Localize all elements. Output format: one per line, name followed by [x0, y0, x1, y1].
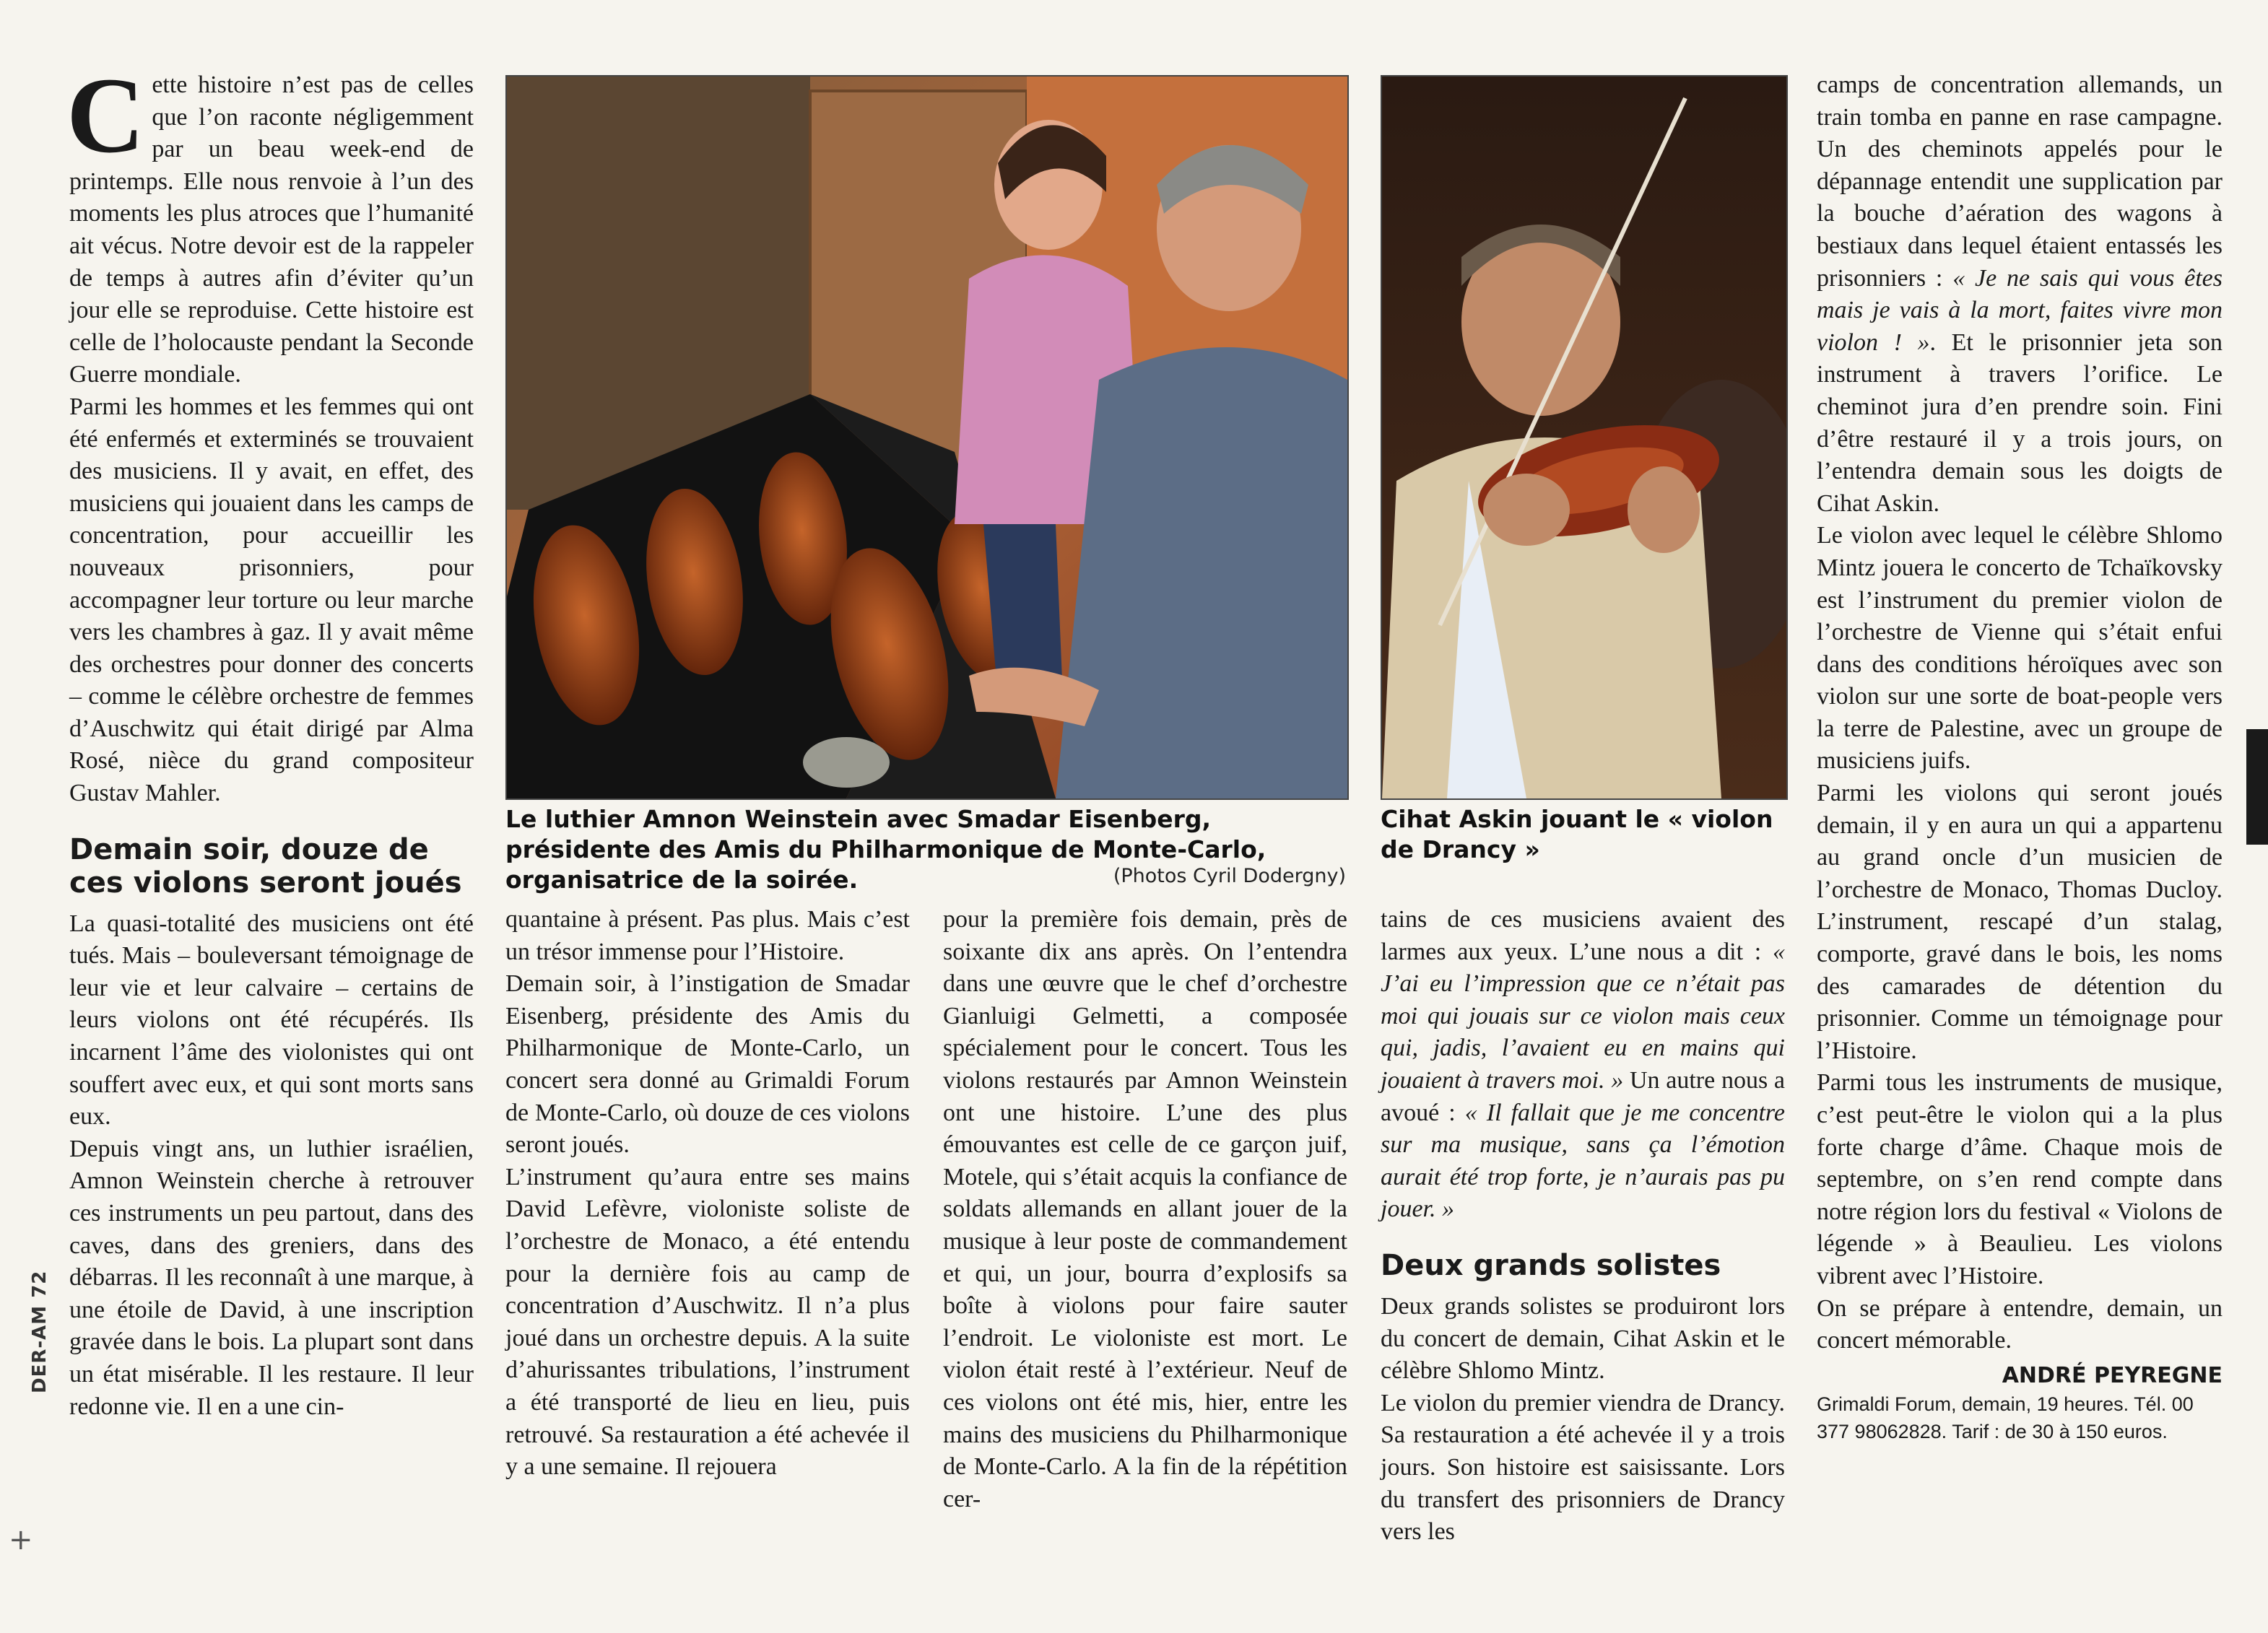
- photo-credit: (Photos Cyril Dodergny): [1113, 865, 1346, 887]
- page-folio: DER-AM 72: [29, 1270, 51, 1393]
- paragraph: Demain soir, à l’instigation de Smadar Eisenberg, présidente des Amis du Philharmonique de Monte-Carlo, un concert sera donné au Grimaldi Forum de Monte-Carlo, où douze de ces violons seront joués.: [505, 970, 910, 1159]
- paragraph: Le violon avec lequel le célèbre Shlomo Mintz jouera le concerto de Tchaïkovsky est l’instrument du premier violon de l’orchestre de Vienne qui s’était enfui dans des conditions héroïques avec son violon sur une sorte de boat-people vers la terre de Palestine, avec un groupe de musiciens juifs.: [1817, 522, 2223, 775]
- text-run: Un autre nous a avoué :: [1381, 1066, 1785, 1126]
- subheading: Demain soir, douze de ces violons seront joués: [69, 832, 462, 900]
- column-3: [943, 904, 1347, 1515]
- quote: « J’ai eu l’impression que ce n’était pas moi qui jouais sur ce violon mais ceux qui, jadis, l’avaient eu en mains qui jouaient à travers moi. »: [1381, 938, 1785, 1094]
- photo-caption-luthier: Le luthier Amnon Weinstein avec Smadar Eisenberg, présidente des Amis du Philharmonique de Monte-Carlo, organisatrice de la soirée.: [505, 805, 1266, 894]
- text-run: camps de concentration allemands, un train tomba en panne en rase campagne. Un des cheminots appelés pour le dépannage entendit une supplication par la bouche d’aération des wagons à bestiaux dans lequel étaient entassés les prisonniers :: [1817, 71, 2223, 292]
- section-tab-mark: [2246, 729, 2268, 845]
- photo-luthier-illustration: [507, 77, 1347, 798]
- paragraph: L’instrument qu’aura entre ses mains David Lefèvre, violoniste soliste de l’orchestre de Monaco, a été entendu pour la dernière fois au camp de concentration d’Auschwitz. Il n’a plus joué dans un orchestre depuis. A la suite d’ahurissantes tribulations, l’instrument a été transporté de lieu en lieu, puis retrouvé. Sa restauration a été achevée il y a une semaine. Il rejouera: [505, 1163, 910, 1481]
- paragraph: [1817, 69, 2223, 520]
- text-run: . Et le prisonnier jeta son instrument à travers l’orifice. Le cheminot jura d’en prendre soin. Fini d’être restauré il y a trois jours, on l’entendra demain sous les doigts de Cihat Askin.: [1817, 328, 2223, 517]
- paragraph: quantaine à présent. Pas plus. Mais c’est un trésor immense pour l’Histoire.: [505, 906, 910, 965]
- event-info: Grimaldi Forum, demain, 19 heures. Tél. 00 377 98062828. Tarif : de 30 à 150 euros.: [1817, 1393, 2194, 1442]
- column-2: [505, 904, 910, 1484]
- paragraph: Depuis vingt ans, un luthier israélien, Amnon Weinstein cherche à retrouver ces instruments un peu partout, dans des caves, dans des greniers, dans des débarras. Il les reconnaît à une marque, à une étoile de David, à une inscription gravée dans le bois. La plupart sont dans un état misérable. Il les restaure. Il leur redonne vie. Il en a une cin-: [69, 1135, 474, 1420]
- photo-luthier-violins: [505, 75, 1349, 800]
- quote: « Il fallait que je me concentre sur ma musique, sans ça l’émotion aurait été trop forte, je n’aurais pas pu jouer. »: [1381, 1099, 1785, 1223]
- paragraph: [1381, 904, 1785, 1226]
- paragraph: Le violon du premier viendra de Drancy. Sa restauration a été achevée il y a trois jours. Son histoire est saisissante. Lors du transfert des prisonniers de Drancy vers les: [1381, 1389, 1785, 1546]
- paragraph: La quasi-totalité des musiciens ont été tués. Mais – bouleversant témoignage de leur vie et leur calvaire – certains de leurs violons ont été récupérés. Ils incarnent l’âme des violonistes qui ont souffert avec eux, et qui sont morts sans eux.: [69, 910, 474, 1131]
- photo-caption-askin: Cihat Askin jouant le « violon de Drancy »: [1381, 805, 1773, 863]
- paragraph: On se prépare à entendre, demain, un concert mémorable.: [1817, 1294, 2223, 1354]
- column-4: [1381, 904, 1785, 1549]
- drop-cap: C: [66, 56, 145, 175]
- column-5: [1817, 69, 2223, 1445]
- author-signature: ANDRÉ PEYREGNE: [2002, 1362, 2223, 1388]
- paragraph: Parmi les hommes et les femmes qui ont été enfermés et exterminés se trouvaient des musiciens. Il y avait, en effet, des musiciens qui jouaient dans les camps de concentration, pour accueillir les nouveaux prisonniers, pour accompagner leur torture ou leur marche vers les chambres à gaz. Il y avait même des orchestres pour donner des concerts – comme le célèbre orchestre de femmes d’Auschwitz qui était dirigé par Alma Rosé, nièce du grand compositeur Gustav Mahler.: [69, 393, 474, 807]
- intro-text: ette histoire n’est pas de celles que l’on raconte négligemment par un beau week-end de printemps. Elle nous renvoie à l’un des moments les plus atroces que l’humanité ait vécus. Notre devoir est de la rappeler de temps à autres afin d’éviter qu’un jour elle se reproduise. Cette histoire est celle de l’holocauste pendant la Seconde Guerre mondiale.: [69, 71, 474, 388]
- paragraph: Parmi tous les instruments de musique, c’est peut-être le violon qui a la plus forte charge d’âme. Chaque mois de septembre, on s’en rend compte dans notre région lors du festival « Violons de légende » à Beaulieu. Les violons vibrent avec l’Histoire.: [1817, 1069, 2223, 1289]
- quote: « Je ne sais qui vous êtes mais je vais à la mort, faites vivre mon violon ! »: [1817, 264, 2223, 356]
- paragraph: Parmi les violons qui seront joués demain, il y en aura un qui a appartenu au grand oncle d’un musicien de l’orchestre de Monaco, Thomas Ducloy. L’instrument, rescapé d’un stalag, comporte, gravé dans le bois, les noms des camarades de détention du prisonnier. Comme un témoignage pour l’Histoire.: [1817, 780, 2223, 1064]
- paragraph: Deux grands solistes se produiront lors du concert de demain, Cihat Askin et le célèbre Shlomo Mintz.: [1381, 1292, 1785, 1385]
- paragraph: pour la première fois demain, près de soixante dix ans après. On l’entendra dans une œuvre que le chef d’orchestre Gianluigi Gelmetti, a composée spécialement pour le concert. Tous les violons restaurés par Amnon Weinstein ont une histoire. L’une des plus émouvantes est celle de ce garçon juif, Motele, qui s’était acquis la confiance de soldats allemands en allant jouer de la musique à leur poste de commandement et qui, un jour, bourra d’explosifs sa boîte à violons pour faire sauter l’endroit. Le violoniste est mort. Le violon était resté à l’extérieur. Neuf de ces violons ont été mis, hier, entre les mains des musiciens du Philharmonique de Monte-Carlo. A la fin de la répétition cer-: [943, 906, 1347, 1512]
- text-run: tains de ces musiciens avaient des larmes aux yeux. L’une nous a dit :: [1381, 906, 1785, 965]
- photo-violinist-illustration: [1382, 77, 1786, 798]
- subheading: Deux grands solistes: [1381, 1248, 1721, 1282]
- photo-cihat-askin: [1381, 75, 1788, 800]
- crop-mark: +: [9, 1523, 33, 1556]
- column-1: [66, 56, 474, 1423]
- intro-paragraph: [66, 56, 474, 391]
